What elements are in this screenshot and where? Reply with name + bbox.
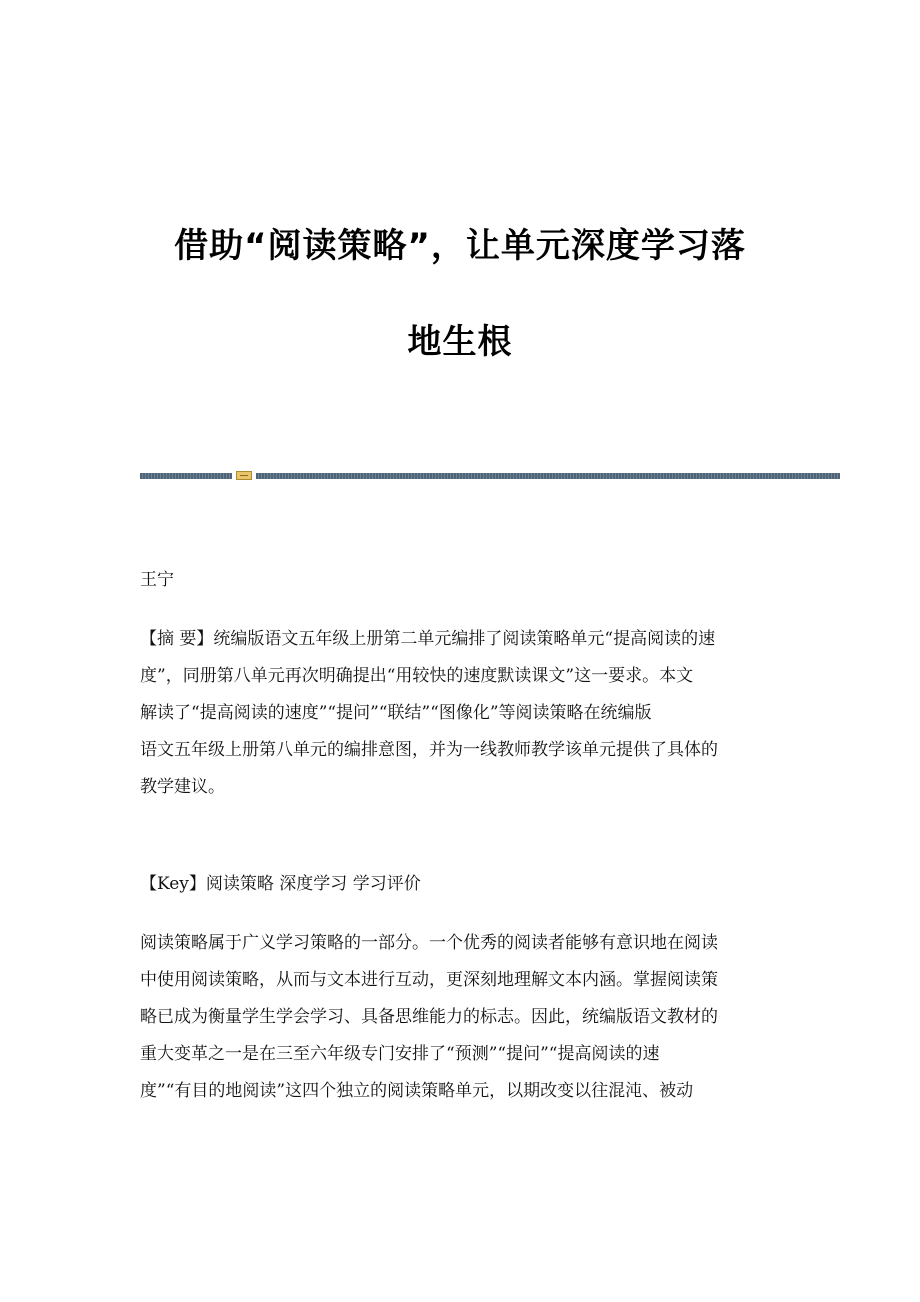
body-line: 略已成为衡量学生学会学习、具备思维能力的标志。因此，统编版语文教材的 bbox=[140, 1007, 718, 1027]
divider-ornament-icon bbox=[236, 471, 252, 480]
abstract-line: 度”，同册第八单元再次明确提出“用较快的速度默读课文”这一要求。本文 bbox=[140, 666, 694, 686]
divider-bar-right bbox=[256, 473, 840, 479]
document-title-line-2: 地生根 bbox=[407, 322, 513, 362]
body-paragraph bbox=[140, 925, 790, 1110]
body-line: 阅读策略属于广义学习策略的一部分。一个优秀的阅读者能够有意识地在阅读 bbox=[140, 933, 718, 953]
body-line: 度”“有目的地阅读”这四个独立的阅读策略单元，以期改变以往混沌、被动 bbox=[140, 1081, 694, 1101]
body-line: 中使用阅读策略，从而与文本进行互动，更深刻地理解文本内涵。掌握阅读策 bbox=[140, 970, 718, 990]
abstract-line: 教学建议。 bbox=[140, 777, 225, 797]
abstract-line: 语文五年级上册第八单元的编排意图，并为一线教师教学该单元提供了具体的 bbox=[140, 740, 718, 760]
abstract-line: 【摘 要】统编版语文五年级上册第二单元编排了阅读策略单元“提高阅读的速 bbox=[140, 629, 716, 649]
divider-bar-left bbox=[140, 473, 232, 479]
title-divider bbox=[140, 471, 840, 480]
keywords-line: 【Key】阅读策略 深度学习 学习评价 bbox=[140, 874, 421, 894]
author-name: 王宁 bbox=[140, 570, 174, 590]
body-line: 重大变革之一是在三至六年级专门安排了“预测”“提问”“提高阅读的速 bbox=[140, 1044, 660, 1064]
document-title-line-1: 借助“阅读策略”，让单元深度学习落 bbox=[174, 226, 746, 266]
abstract-paragraph bbox=[140, 621, 790, 806]
abstract-line: 解读了“提高阅读的速度”“提问”“联结”“图像化”等阅读策略在统编版 bbox=[140, 703, 652, 723]
